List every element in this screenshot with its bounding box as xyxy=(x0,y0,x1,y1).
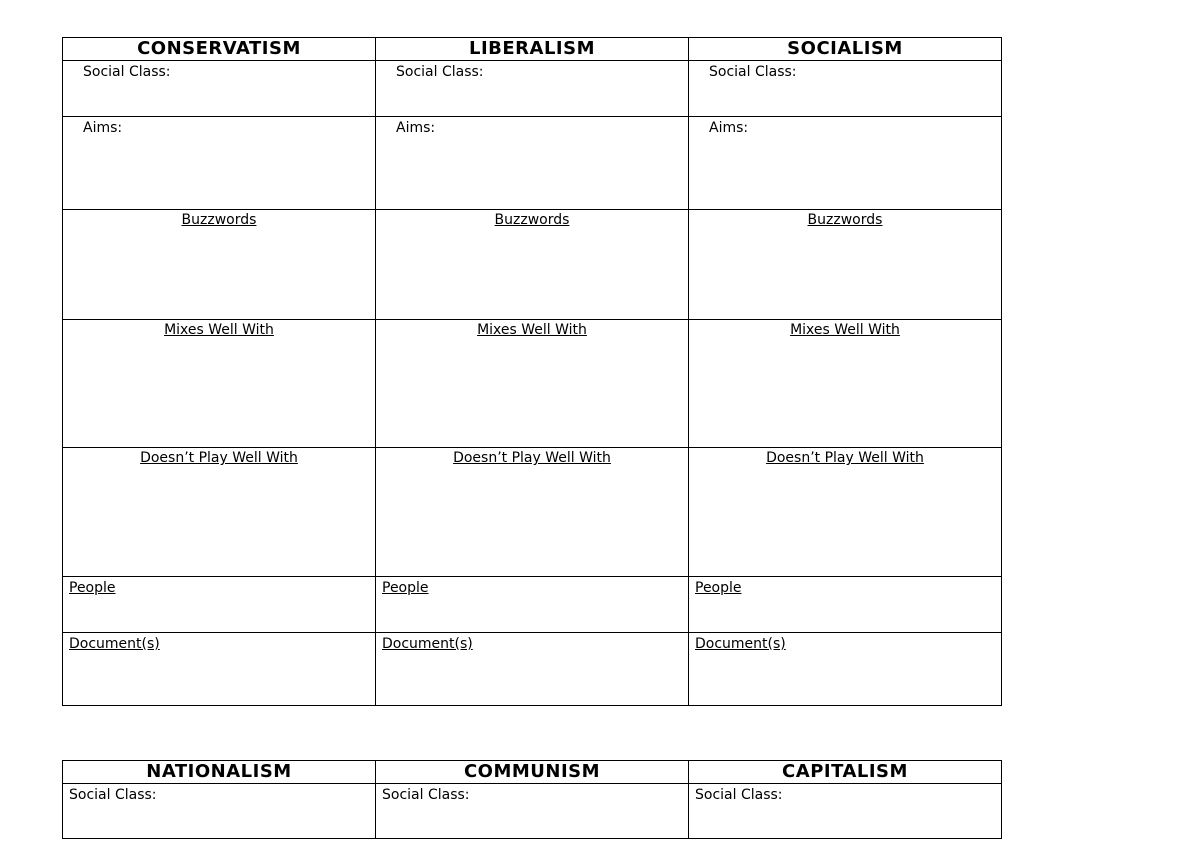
aims-cell[interactable] xyxy=(376,117,689,210)
doesnt-play-well-cell[interactable] xyxy=(689,448,1002,577)
mixes-well-with-label: Mixes Well With xyxy=(164,322,274,338)
documents-row xyxy=(63,633,1002,706)
social-class-row xyxy=(63,61,1002,117)
mixes-well-with-cell[interactable] xyxy=(376,320,689,448)
social-class-label: Social Class: xyxy=(83,64,171,80)
mixes-well-with-label: Mixes Well With xyxy=(477,322,587,338)
documents-cell[interactable] xyxy=(376,633,689,706)
ideology-table-top xyxy=(62,37,1002,706)
social-class-cell[interactable] xyxy=(63,61,376,117)
social-class-cell[interactable] xyxy=(376,784,689,839)
buzzwords-cell[interactable] xyxy=(376,210,689,320)
people-cell[interactable] xyxy=(376,577,689,633)
social-class-row xyxy=(63,784,1002,839)
people-label: People xyxy=(69,580,116,596)
social-class-cell[interactable] xyxy=(376,61,689,117)
social-class-cell[interactable] xyxy=(63,784,376,839)
doesnt-play-well-cell[interactable] xyxy=(63,448,376,577)
buzzwords-label: Buzzwords xyxy=(807,212,883,228)
social-class-label: Social Class: xyxy=(69,787,157,803)
aims-cell[interactable] xyxy=(689,117,1002,210)
social-class-label: Social Class: xyxy=(382,787,470,803)
buzzwords-row xyxy=(63,210,1002,320)
people-cell[interactable] xyxy=(689,577,1002,633)
documents-cell[interactable] xyxy=(63,633,376,706)
people-label: People xyxy=(695,580,742,596)
documents-cell[interactable] xyxy=(689,633,1002,706)
header-row xyxy=(63,761,1002,784)
aims-label: Aims: xyxy=(396,120,436,136)
column-header-conservatism: CONSERVATISM xyxy=(63,38,376,61)
social-class-cell[interactable] xyxy=(689,784,1002,839)
column-header-socialism: SOCIALISM xyxy=(689,38,1002,61)
buzzwords-cell[interactable] xyxy=(63,210,376,320)
social-class-label: Social Class: xyxy=(709,64,797,80)
column-header-nationalism: NATIONALISM xyxy=(63,761,376,784)
aims-label: Aims: xyxy=(83,120,123,136)
doesnt-play-well-row xyxy=(63,448,1002,577)
mixes-well-with-cell[interactable] xyxy=(63,320,376,448)
ideology-table-bottom xyxy=(62,760,1002,839)
aims-row xyxy=(63,117,1002,210)
documents-label: Document(s) xyxy=(695,636,786,652)
column-header-liberalism: LIBERALISM xyxy=(376,38,689,61)
doesnt-play-well-label: Doesn’t Play Well With xyxy=(453,450,611,466)
aims-label: Aims: xyxy=(709,120,749,136)
social-class-label: Social Class: xyxy=(695,787,783,803)
header-row xyxy=(63,38,1002,61)
people-row xyxy=(63,577,1002,633)
documents-label: Document(s) xyxy=(69,636,160,652)
mixes-well-with-label: Mixes Well With xyxy=(790,322,900,338)
people-label: People xyxy=(382,580,429,596)
buzzwords-label: Buzzwords xyxy=(181,212,257,228)
people-cell[interactable] xyxy=(63,577,376,633)
social-class-cell[interactable] xyxy=(689,61,1002,117)
doesnt-play-well-cell[interactable] xyxy=(376,448,689,577)
mixes-well-with-row xyxy=(63,320,1002,448)
column-header-capitalism: CAPITALISM xyxy=(689,761,1002,784)
documents-label: Document(s) xyxy=(382,636,473,652)
aims-cell[interactable] xyxy=(63,117,376,210)
social-class-label: Social Class: xyxy=(396,64,484,80)
buzzwords-cell[interactable] xyxy=(689,210,1002,320)
mixes-well-with-cell[interactable] xyxy=(689,320,1002,448)
doesnt-play-well-label: Doesn’t Play Well With xyxy=(766,450,924,466)
buzzwords-label: Buzzwords xyxy=(494,212,570,228)
doesnt-play-well-label: Doesn’t Play Well With xyxy=(140,450,298,466)
column-header-communism: COMMUNISM xyxy=(376,761,689,784)
